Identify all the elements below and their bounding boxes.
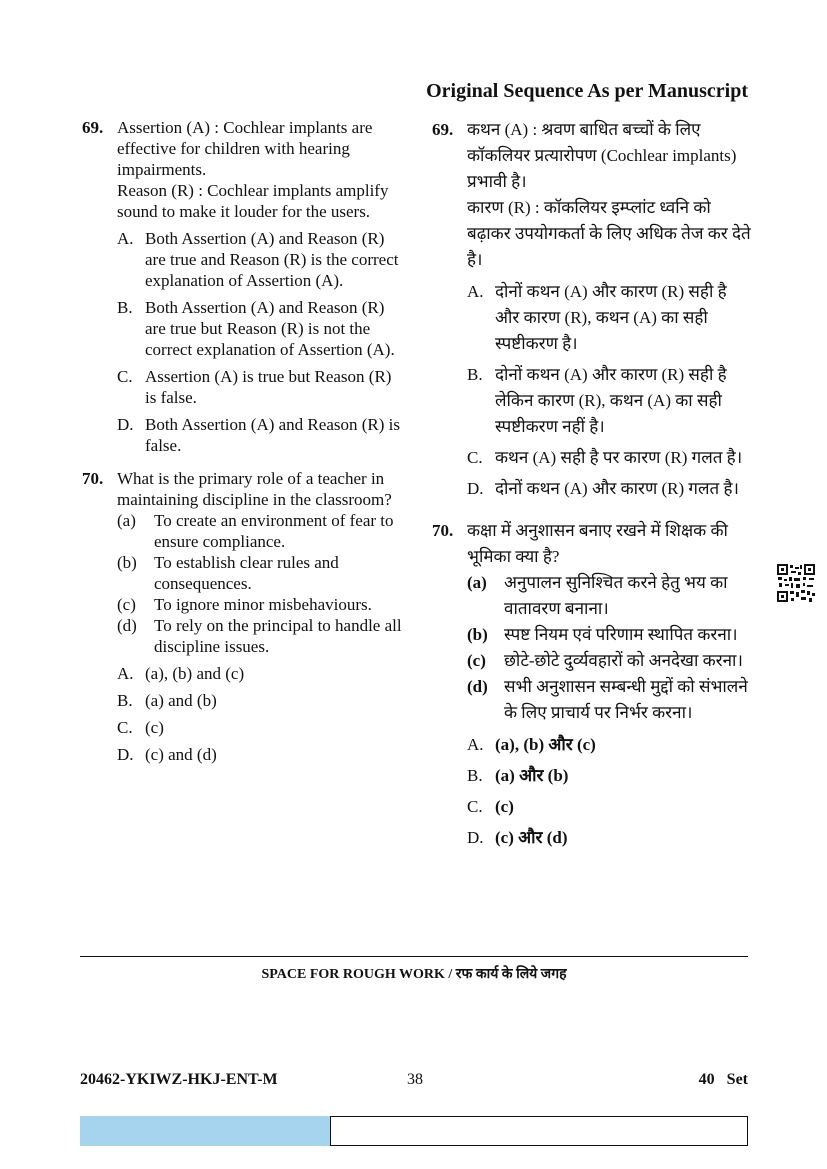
statement-text: सभी अनुशासन सम्बन्धी मुद्दों को संभालने के लिए प्राचार्य पर निर्भर करना। [504,677,748,722]
statement-b [117,552,402,594]
option-text: Both Assertion (A) and Reason (R) are true but Reason (R) is not the correct explanation of Assertion (A). [145,298,395,359]
statement-label: (c) [467,651,486,670]
statement-label: (a) [117,511,136,530]
option-text: (a), (b) और (c) [495,735,596,754]
option-text: Assertion (A) is true but Reason (R) is false. [145,367,392,407]
option-text: कथन (A) सही है पर कारण (R) गलत है। [495,448,743,467]
option-letter: D. [467,479,484,498]
option-letter: C. [117,718,133,737]
option-letter: C. [467,797,483,816]
option-c [117,366,402,408]
option-letter: D. [117,415,134,434]
question-text: What is the primary role of a teacher in maintaining discipline in the classroom? [117,469,392,509]
footer-color-bar [80,1116,332,1146]
footer-empty-box [330,1116,748,1146]
option-text: (c) [495,797,514,816]
rough-work-divider [80,956,748,957]
option-b [467,362,752,440]
option-text: Both Assertion (A) and Reason (R) are true and Reason (R) is the correct explanation of Assertion (A). [145,229,399,290]
option-text: दोनों कथन (A) और कारण (R) सही है और कारण (R), कथन (A) का सही स्पष्टीकरण है। [495,282,727,353]
option-text: (a), (b) and (c) [145,664,245,683]
question-text: कक्षा में अनुशासन बनाए रखने में शिक्षक की भूमिका क्या है? [467,521,728,566]
option-b [117,297,402,360]
assertion-text: कथन (A) : श्रवण बाधित बच्चों के लिए कॉकलियर प्रत्यारोपण (Cochlear implants) प्रभावी है। [467,120,737,191]
option-b [467,763,752,789]
statement-label: (b) [467,625,488,644]
statement-label: (a) [467,573,487,592]
option-letter: A. [467,735,484,754]
question-number: 70. [82,469,104,488]
statement-label: (d) [117,616,137,635]
statement-text: To create an environment of fear to ensure compliance. [154,511,394,551]
statement-label: (c) [117,595,136,614]
statement-b [467,622,752,648]
options-list [117,228,402,456]
page-header-title: Original Sequence As per Manuscript [426,80,748,102]
option-text: (a) और (b) [495,766,569,785]
statement-a [117,510,402,552]
option-text: (a) and (b) [145,691,217,710]
qr-code-icon [776,563,816,603]
option-letter: C. [117,367,133,386]
assertion-text: Assertion (A) : Cochlear implants are effective for children with hearing impairments. [117,118,373,179]
question-69-hi [432,117,752,502]
option-letter: B. [467,766,483,785]
option-text: (c) [145,718,164,737]
option-letter: C. [467,448,483,467]
options-list [467,279,752,502]
statement-d [117,615,402,657]
statement-label: (b) [117,553,137,572]
options-list [117,663,402,765]
page-number: 38 [407,1071,423,1088]
statement-text: छोटे-छोटे दुर्व्यवहारों को अनदेखा करना। [504,651,743,670]
option-c [117,717,402,738]
paper-code: 20462-YKIWZ-HKJ-ENT-M [80,1071,278,1088]
statement-text: अनुपालन सुनिश्चित करने हेतु भय का वातावरण बनाना। [504,573,728,618]
question-70-hi [432,518,752,851]
rough-work-label: SPACE FOR ROUGH WORK / रफ कार्य के लिये जगह [261,967,567,982]
statement-label: (d) [467,677,488,696]
option-letter: A. [117,229,134,248]
statement-a [467,570,752,622]
set-number: 40 Set [698,1071,748,1088]
statement-d [467,674,752,726]
option-text: Both Assertion (A) and Reason (R) is false. [145,415,400,455]
question-number: 70. [432,521,454,540]
reason-text: Reason (R) : Cochlear implants amplify sound to make it louder for the users. [117,181,389,221]
option-c [467,445,752,471]
option-letter: D. [467,828,484,847]
option-text: (c) और (d) [495,828,568,847]
statement-c [467,648,752,674]
question-69-en [82,117,402,456]
option-d [117,744,402,765]
statement-text: स्पष्ट नियम एवं परिणाम स्थापित करना। [504,625,738,644]
statement-text: To rely on the principal to handle all discipline issues. [154,616,402,656]
option-a [117,663,402,684]
option-letter: A. [467,282,484,301]
option-d [117,414,402,456]
question-number: 69. [432,120,454,139]
hindi-column [432,117,752,856]
option-a [467,279,752,357]
option-letter: B. [117,691,133,710]
option-a [467,732,752,758]
option-letter: B. [467,365,483,384]
option-d [467,825,752,851]
english-column [82,117,402,771]
option-text: दोनों कथन (A) और कारण (R) सही है लेकिन कारण (R), कथन (A) का सही स्पष्टीकरण नहीं है। [495,365,727,436]
question-number: 69. [82,118,104,137]
option-d [467,476,752,502]
option-text: (c) and (d) [145,745,217,764]
options-list [467,732,752,851]
option-letter: B. [117,298,133,317]
statement-c [117,594,402,615]
option-text: दोनों कथन (A) और कारण (R) गलत है। [495,479,739,498]
statement-text: To ignore minor misbehaviours. [154,595,372,614]
statement-text: To establish clear rules and consequences. [154,553,339,593]
option-letter: A. [117,664,134,683]
question-70-en [82,468,402,765]
option-b [117,690,402,711]
option-letter: D. [117,745,134,764]
option-c [467,794,752,820]
option-a [117,228,402,291]
reason-text: कारण (R) : कॉकलियर इम्प्लांट ध्वनि को बढ़ाकर उपयोगकर्ता के लिए अधिक तेज कर देते है। [467,198,751,269]
